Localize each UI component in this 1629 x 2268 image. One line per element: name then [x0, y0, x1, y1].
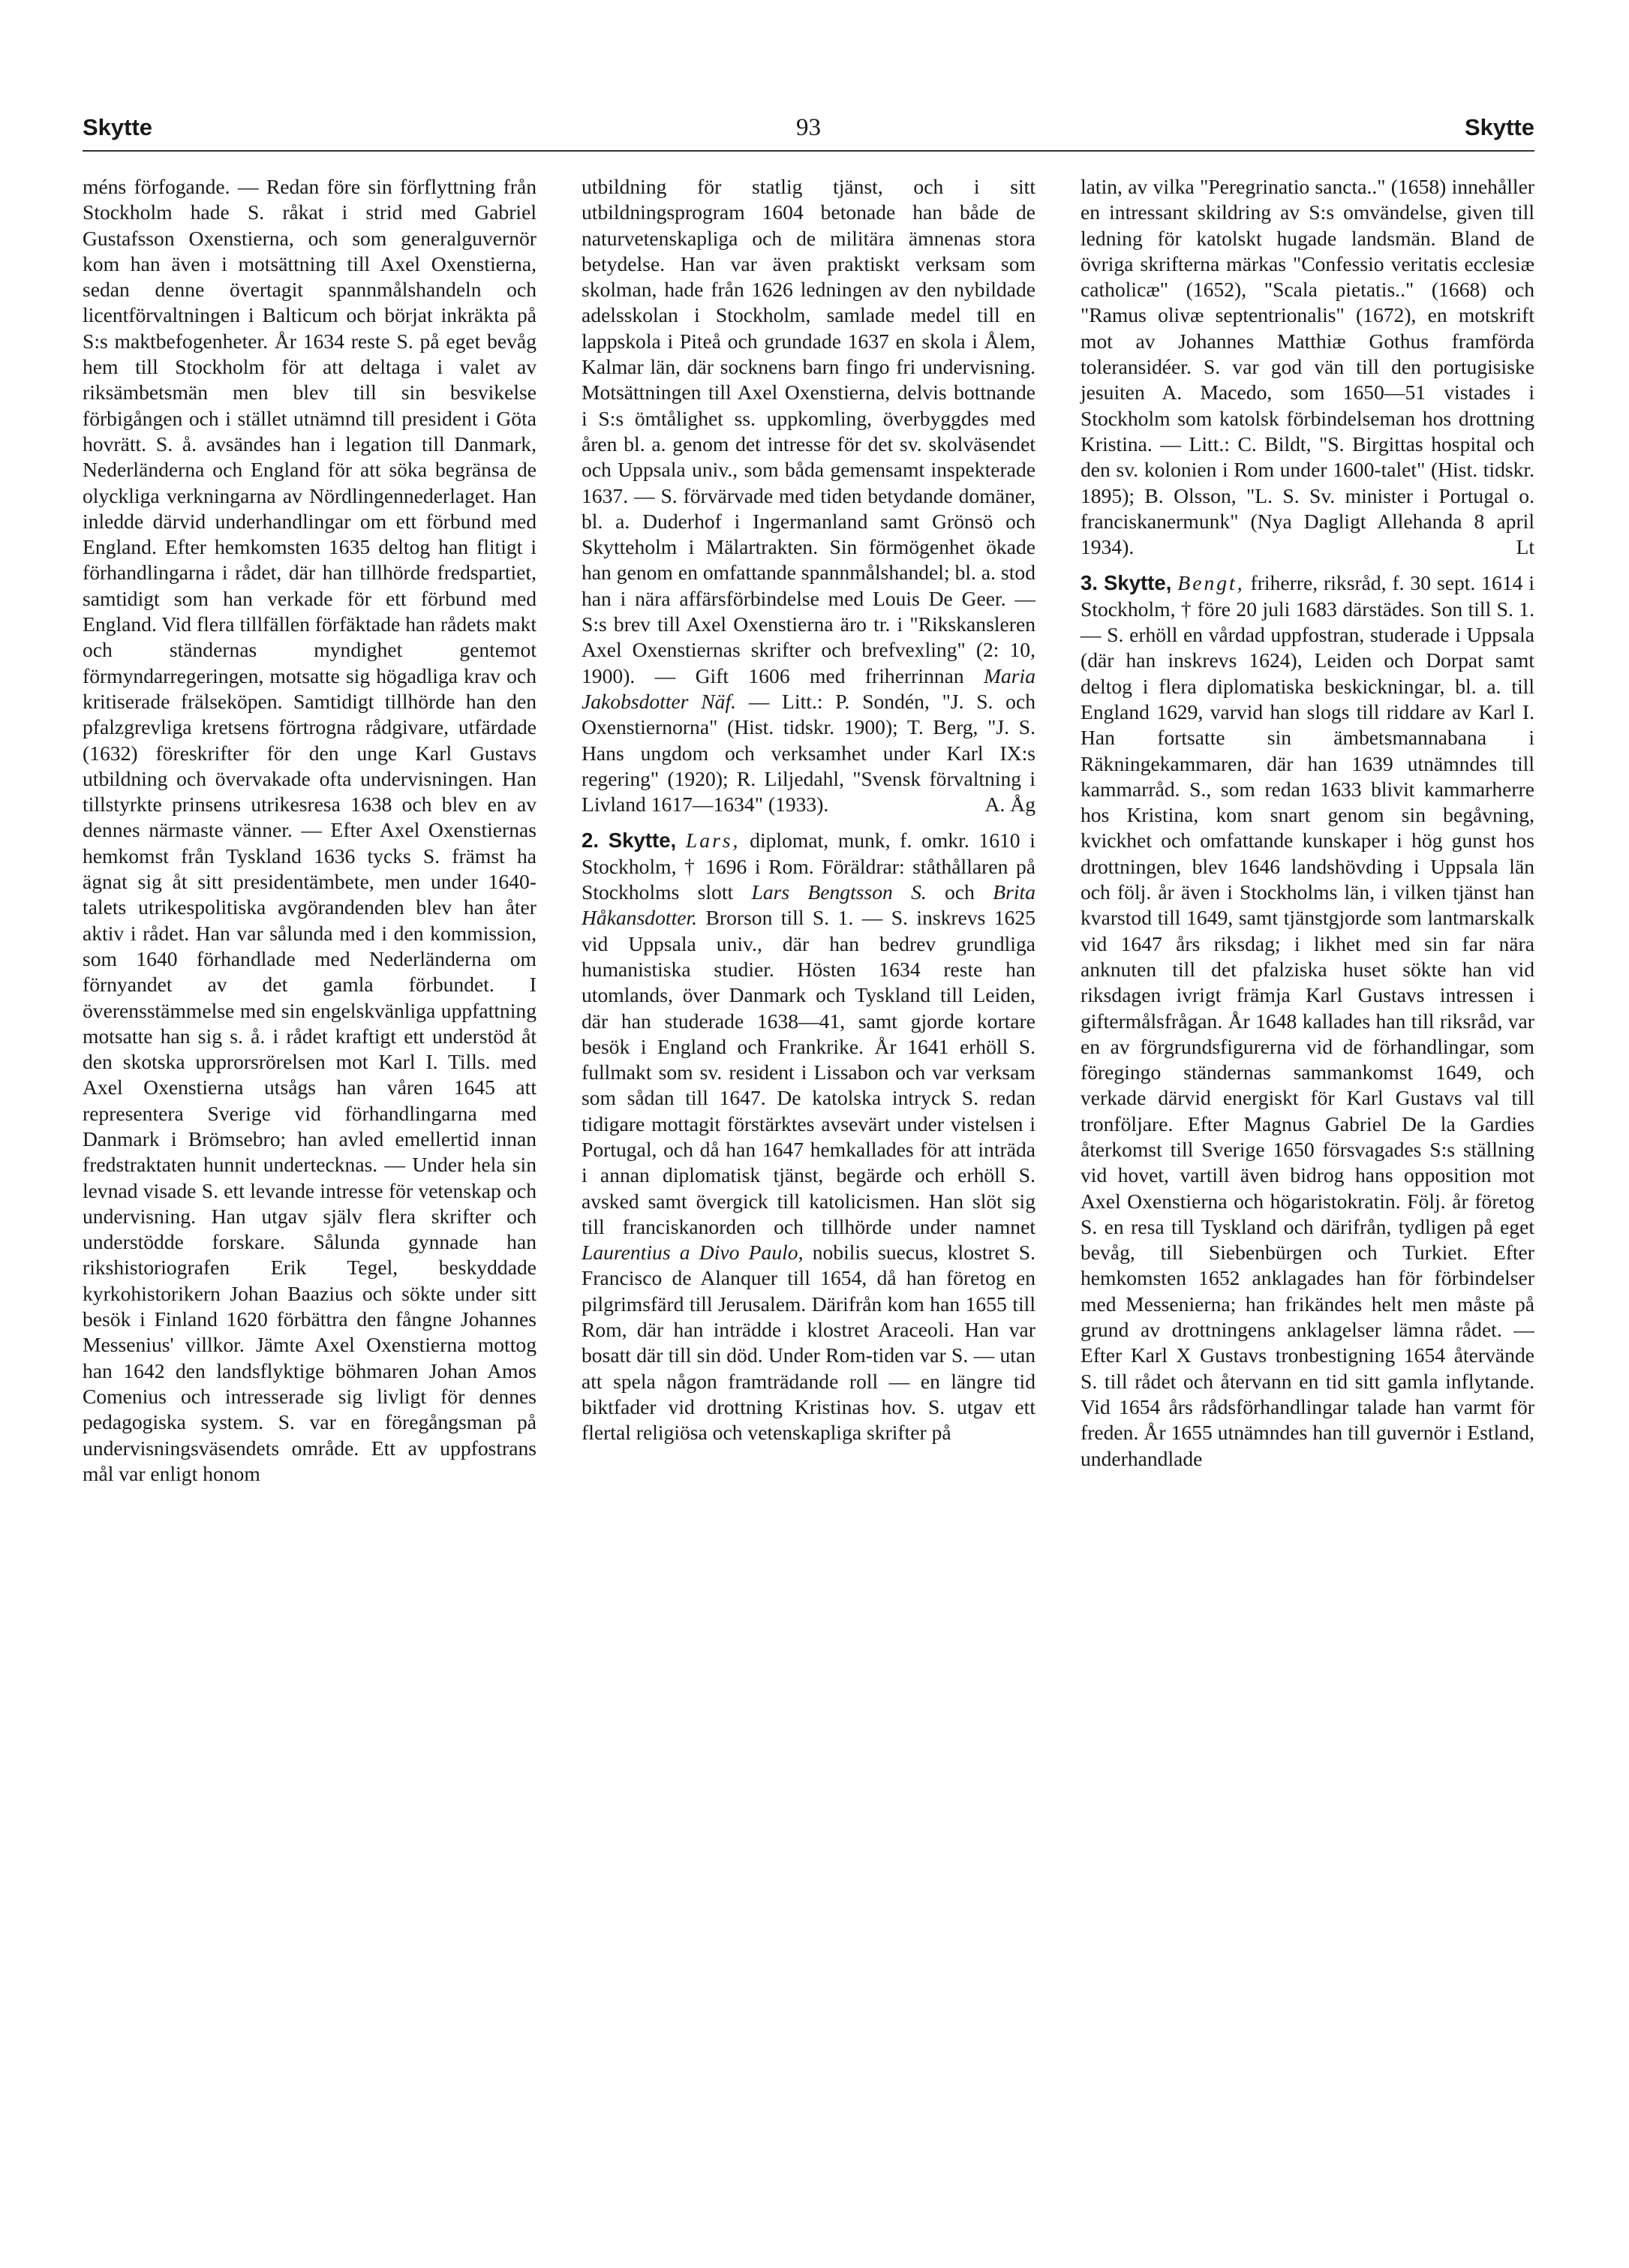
running-header [83, 105, 1534, 144]
entry-3-given-name: Bengt, [1177, 571, 1245, 595]
column-2 [582, 174, 1035, 1446]
header-left-keyword: Skytte [83, 114, 153, 140]
entry-2-father: Lars Bengtsson S. [751, 880, 927, 904]
entry-2-continuation [1080, 174, 1534, 560]
header-right-keyword: Skytte [1464, 114, 1534, 140]
entry-2-text-b: Brorson till S. 1. — S. inskrevs 1625 vid Uppsala univ., där han bedrev grundliga humanistiska studier. Hösten 1634 reste han utomlands, över Danmark och Tyskland till Leiden, där han studerade 1638—41, samt gjorde kortare besök i England och Frankrike. År 1641 erhöll S. fullmakt som sv. resident i Lissabon och var verksam som sådan till 1647. De katolska intryck S. redan tidigare mottagit förstärktes avsevärt under vistelsen i Portugal, och då han 1647 hemkallades för att inträda i annan diplomatisk tjänst, begärde och erhöll S. avsked samt övergick till katolicismen. Han slöt sig till franciskanorden och tillhörde under namnet [582, 906, 1035, 1238]
entry-2-mother: Brita Håkansdotter. [582, 880, 1036, 930]
column-1-text: méns förfogande. — Redan före sin förflyttning från Stockholm hade S. råkat i strid med Gabriel Gustafsson Oxenstierna, och som generalguvernör kom han även i motsättning till Axel Oxenstierna, sedan denne övertagit spannmålshandeln och licentförvaltningen i Balticum och börjat inkräkta på S:s maktbefogenheter. År 1634 reste S. på eget bevåg hem till Stockholm för att deltaga i valet av riksämbetsmän men blev till sin besvikelse förbigången och i stället utnämnd till president i Göta hovrätt. S. å. avsändes han i legation till Danmark, Nederländerna och England för att söka begränsa de olyckliga verkningarna av Nördlingennederlaget. Han inledde därvid underhandlingar om ett förbund med England. Efter hemkomsten 1635 deltog han flitigt i förhandlingarna i rådet, där han tillhörde fredspartiet, samtidigt som han verkade för ett förbund med England. Vid flera tillfällen förfäktade han rådets makt och ständernas myndighet gentemot förmyndarregeringen, motsatte sig högadliga krav och kritiserade frälseköpen. Samtidigt tillhörde han den pfalzgrevliga kretsens förtrogna rådgivare, utfärdade (1632) föreskrifter för den unge Karl Gustavs utbildning och övervakade ofta undervisningen. Han tillstyrkte prinsens utrikesresa 1638 och blev en av dennes närmaste vänner. — Efter Axel Oxenstiernas hemkomst från Tyskland 1636 tycks S. främst ha ägnat sig åt sitt presidentämbete, men under 1640-talets utrikespolitiska avgörandenden blev han åter aktiv i rådet. Han var sålunda med i den kommission, som 1640 förhandlade med Nederländerna om förnyandet av det gamla förbundet. I överensstämmelse med sin engelskvänliga uppfattning motsatte han sig s. å. i rådet kraftigt ett understöd åt den skotska upprorsrörelsen mot Karl I. Tills. med Axel Oxenstierna utsågs han våren 1645 att representera Sverige vid förhandlingarna med Danmark i Brömsebro; han avled emellertid innan fredstraktaten hunnit undertecknas. — Under hela sin levnad visade S. ett levande intresse för vetenskap och undervisning. Han utgav själv flera skrifter och understödde forskare. Sålunda gynnade han rikshistoriografen Erik Tegel, beskyddade kyrkohistorikern Johan Baazius och sökte under sitt besök i Finland 1620 förbättra den fångne Johannes Messenius' villkor. Jämte Axel Oxenstierna mottog han 1642 den landsflyktige böhmaren Johan Amos Comenius och intresserade sig livligt för dennes pedagogiska system. S. var en föregångsman på undervisningsväsendets område. Ett av uppfostrans mål var enligt honom [83, 175, 536, 1485]
text-columns [83, 174, 1534, 2200]
entry-2-lars-skytte [582, 828, 1035, 1445]
column-1 [83, 174, 536, 1487]
encyclopedia-page [83, 105, 1534, 2221]
entry-1-signature: A. Åg [984, 793, 1035, 817]
entry-2-text-c: nobilis suecus, klostret S. Francisco de Alanquer till 1654, då han företog en pilgrimsfärd till Jerusalem. Därifrån kom han 1655 till Rom, där han inträdde i klostret Araceoli. Han var bosatt där till sin död. Under Rom-tiden var S. — utan att spela någon framträdande roll — en längre tid biktfader vid drottning Kristinas hov. S. utgav ett flertal religiösa och vetenskapliga skrifter på [582, 1241, 1036, 1445]
entry-2-signature: Lt [1516, 535, 1534, 559]
entry-2-text-d: latin, av vilka "Peregrinatio sancta.." (1658) innehåller en intressant skildring av S:s omvändelse, given till ledning för katolskt hugade landsmän. Bland de övriga skrifterna märkas "Confessio veritatis ecclesiæ catholicæ" (1652), "Scala pietatis.." (1668) och "Ramus olivæ septentrionalis" (1672), en motskrift mot av Johannes Matthiæ Gothus framförda toleransidéer. S. var god vän till den portugisiske jesuiten A. Macedo, som 1650—51 vistades i Stockholm som katolsk förbindelseman hos drottning Kristina. — Litt.: C. Bildt, "S. Birgittas hospital och den sv. kolonien i Rom under 1600-talet" (Hist. tidskr. 1895); B. Olsson, "L. S. Sv. minister i Portugal o. franciskanermunk" (Nya Dagligt Allehanda 8 april 1934). [1080, 175, 1534, 559]
entry-3-text: friherre, riksråd, f. 30 sept. 1614 i Stockholm, † före 20 juli 1683 därstädes. Son till S. 1. — S. erhöll en vårdad uppfostran, studerade i Uppsala (där han inskrevs 1624), Leiden och Dorpat samt deltog i flera diplomatiska beskickningar, bl. a. till England 1629, varvid han slogs till riddare av Karl I. Han fortsatte sin ämbetsmannabana i Räkningekammaren, där han 1639 utnämndes till kammarråd. S., som redan 1633 blivit kammarherre hos Kristina, kom snart genom sin begåvning, kvickhet och omfattande kunskaper i hög gunst hos drottningen, blev 1646 landshövding i Uppsala län och följ. år även i Stockholms län, i vilken tjänst han kvarstod till 1649, samt tjänstgjorde som lantmarskalk vid 1647 års riksdag; i likhet med sin far nära anknuten till det pfalziska huset sökte han vid riksdagen ivrigt främja Karl Gustavs intressen i giftermålsfrågan. År 1648 kallades han till riksråd, var en av förgrundsfigurerna vid de förhandlingar, som föregingo ständernas sammankomst 1649, och verkade därvid energiskt för Karl Gustavs val till tronföljare. Efter Magnus Gabriel De la Gardies återkomst till Sverige 1650 försvagades S:s ställning vid hovet, vartill även bidrog hans opposition mot Axel Oxenstierna och högaristokratin. Följ. år företog S. en resa till Tyskland och därifrån, tydligen på eget bevåg, till Siebenbürgen och Turkiet. Efter hemkomsten 1652 anklagades han för förbindelser med Messenierna; han frikändes helt men måste på grund av drottningens anklagelser lämna rådet. — Efter Karl X Gustavs tronbestigning 1654 återvände S. till rådet och återvann en tid sitt gamla inflytande. Vid 1654 års rådsförhandlingar talade han varmt för freden. År 1655 utnämndes han till guvernör i Estland, underhandlade [1080, 571, 1535, 1470]
page-number: 93 [796, 114, 821, 141]
entry-2-religious-name: Laurentius a Divo Paulo, [582, 1241, 804, 1265]
entry-1-text-a: utbildning för statlig tjänst, och i sitt utbildningsprogram 1604 betonade han både de naturvetenskapliga och de militära ämnenas stora betydelse. Han var även praktiskt verksam som skolman, hade från 1626 ledningen av den nybildade adelsskolan i Stockholm, samlade medel till en lappskola i Piteå och grundade 1637 en skola i Ålem, Kalmar län, där socknens barn fingo fri undervisning. Motsättningen till Axel Oxenstierna, delvis bottnande i S:s ömtålighet ss. uppkomling, överbyggdes med åren bl. a. genom det intresse för det sv. skolväsendet och Uppsala univ., som båda gemensamt inspekterade 1637. — S. förvärvade med tiden betydande domäner, bl. a. Duderhof i Ingermanland samt Grönsö och Skytteholm i Mälartrakten. Sin förmögenhet ökade han genom en omfattande spannmålshandel; bl. a. stod han i nära affärsförbindelse med Louis De Geer. — S:s brev till Axel Oxenstierna äro tr. i "Rikskansleren Axel Oxenstiernas skrifter och brefvexling" (2: 10, 1900). — Gift 1606 med friherrinnan [582, 175, 1035, 687]
entry-2-given-name: Lars, [685, 829, 741, 853]
entry-3-number: 3. [1080, 571, 1099, 595]
entry-1-wife-name: Maria Jakobsdotter Näf. [582, 663, 1035, 713]
entry-3-bengt-skytte [1080, 570, 1534, 1471]
entry-1-text-b: — Litt.: P. Sondén, "J. S. och Oxenstiernorna" (Hist. tidskr. 1900); T. Berg, "J. S. Hans ungdom och verksamhet under Karl IX:s regering" (1920); R. Liljedahl, "Svensk förvaltning i Livland 1617—1634" (1933). [582, 689, 1036, 817]
column-3 [1080, 174, 1534, 1472]
entry-2-number: 2. [582, 829, 600, 853]
header-rule [83, 150, 1534, 152]
entry-2-text-a: diplomat, munk, f. omkr. 1610 i Stockholm, † 1696 i Rom. Föräldrar: ståthållaren på Stockholms slott [582, 829, 1035, 904]
entry-2-surname: Skytte, [608, 829, 677, 853]
entry-1-continuation [582, 174, 1035, 817]
entry-2-and: och [926, 880, 975, 904]
entry-3-surname: Skytte, [1103, 571, 1172, 595]
